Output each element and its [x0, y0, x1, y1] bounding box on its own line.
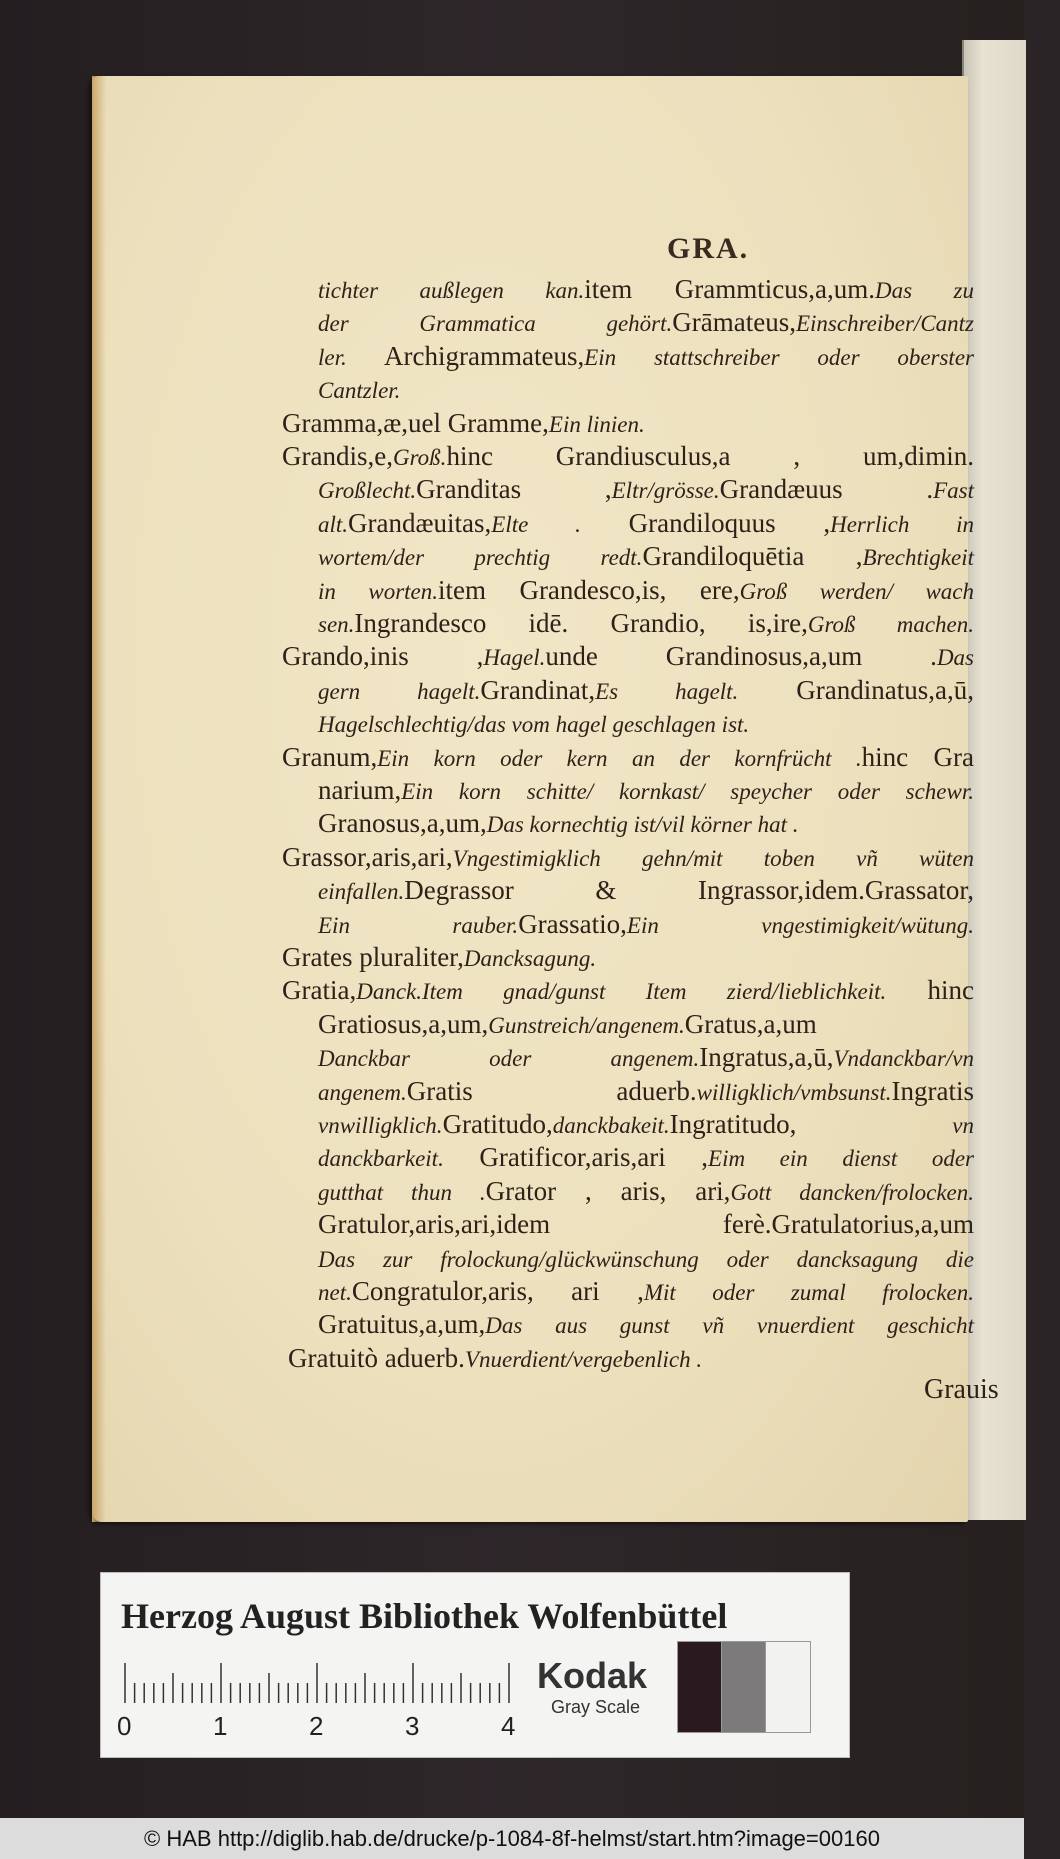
copyright-footer: © HAB http://diglib.hab.de/drucke/p-1084-8f-helmst/start.htm?image=00160: [0, 1818, 1024, 1859]
german-gloss: Großlecht.: [318, 478, 417, 504]
latin-term: Congratulor,aris, ari ,: [351, 1276, 644, 1306]
latin-term: Gratulor,aris,ari,idem ferè.Gratulatorius,a,um: [318, 1209, 974, 1240]
text-line: [318, 472, 974, 506]
german-gloss: sen.: [318, 612, 355, 637]
german-gloss: in worten.: [318, 578, 438, 604]
latin-term: Gratis aduerb.: [406, 1075, 697, 1106]
german-gloss: Danckbar oder angenem.: [318, 1046, 700, 1072]
text-line: [318, 1274, 974, 1308]
german-gloss: Elte .: [491, 511, 581, 537]
german-gloss: Groß.: [392, 445, 447, 470]
color-calibration-card: [100, 1572, 850, 1758]
latin-term: Gratuitò aduerb.: [288, 1342, 465, 1373]
latin-term: Granditas ,: [416, 474, 612, 505]
latin-term: Archigrammateus,: [346, 340, 585, 371]
german-gloss: danckbakeit.: [552, 1113, 670, 1138]
text-line: [318, 506, 974, 540]
german-gloss: vn: [796, 1113, 974, 1138]
german-gloss: Ein korn oder kern an der kornfrücht .: [377, 745, 862, 771]
text-line: [318, 1040, 974, 1074]
german-gloss: Das zu: [874, 278, 974, 303]
text-line: [318, 1140, 974, 1174]
latin-term: Grandinat,: [480, 674, 596, 705]
ruler-number: 3: [405, 1711, 420, 1741]
german-gloss: Groß werden/ wach: [739, 578, 974, 604]
gray-patch-light: [765, 1641, 811, 1733]
ruler-number: 4: [501, 1711, 516, 1741]
kodak-logo: Kodak: [537, 1655, 648, 1696]
german-gloss: Das aus gunst vñ vnuerdient geschicht: [485, 1313, 974, 1339]
latin-term: hinc Grandiusculus,a , um,dimin.: [446, 441, 974, 471]
ruler-number: 0: [117, 1711, 132, 1741]
german-gloss: gern hagelt.: [318, 678, 481, 704]
latin-term: narium,: [318, 775, 402, 805]
text-line: [288, 1341, 888, 1375]
german-gloss: Vnuerdient/vergebenlich .: [464, 1346, 703, 1372]
text-line: [318, 272, 974, 306]
latin-term: Ingratis: [891, 1075, 974, 1106]
text-line: [318, 573, 974, 607]
text-line: [282, 406, 974, 440]
german-gloss: Eltr/grösse.: [611, 478, 720, 504]
german-gloss: Mit oder zumal frolocken.: [643, 1280, 974, 1305]
text-line: [318, 539, 974, 573]
latin-term: Grandiloquus ,: [580, 507, 831, 538]
text-line: [318, 305, 974, 339]
latin-term: Grates pluraliter,: [282, 942, 464, 972]
ruler-number: 2: [309, 1711, 324, 1741]
text-line: [318, 1107, 974, 1141]
latin-term: Grator , aris, ari,: [485, 1175, 731, 1206]
text-line: [282, 973, 974, 1007]
latin-term: hinc: [886, 975, 974, 1006]
german-gloss: Das: [936, 645, 974, 671]
text-line: [318, 773, 974, 807]
latin-term: unde Grandinosus,a,um .: [545, 641, 937, 672]
gray-patch-dark: [677, 1641, 723, 1733]
german-gloss: Ein rauber.: [318, 912, 519, 938]
latin-term: Gratitudo,: [442, 1109, 553, 1139]
book-page: [92, 76, 999, 1522]
german-gloss: Cantzler.: [318, 378, 401, 404]
text-line: [318, 1207, 974, 1241]
german-gloss: Fast: [933, 478, 974, 504]
german-gloss: Es hagelt.: [595, 678, 739, 704]
german-gloss: gutthat thun .: [318, 1179, 486, 1205]
german-gloss: Gunstreich/angenem.: [488, 1012, 685, 1038]
running-head: GRA.: [667, 232, 750, 265]
german-gloss: net.: [318, 1280, 352, 1305]
text-line: [282, 740, 974, 774]
text-line: [318, 1174, 974, 1208]
latin-term: Grandæuus .: [719, 474, 934, 505]
german-gloss: Hagel.: [483, 645, 546, 671]
text-line: [318, 1307, 974, 1341]
german-gloss: danckbarkeit.: [318, 1146, 444, 1172]
german-gloss: Ein stattschreiber oder oberster: [584, 344, 974, 370]
latin-term: Grando,inis ,: [282, 641, 484, 672]
library-name: Herzog August Bibliothek Wolfenbüttel: [121, 1596, 728, 1636]
german-gloss: wortem/der prechtig redt.: [318, 545, 643, 571]
german-gloss: Ein korn schitte/ kornkast/ speycher oder schewr.: [401, 779, 974, 804]
latin-term: Gratus,a,um: [684, 1008, 817, 1039]
text-line: [282, 940, 974, 974]
text-line: [318, 606, 974, 640]
ruler-number: 1: [213, 1711, 228, 1741]
text-line: [282, 639, 974, 673]
latin-term: Gratificor,aris,ari ,: [443, 1142, 709, 1173]
gray-patch-mid: [721, 1641, 767, 1733]
german-gloss: willigklich/vmbsunst.: [696, 1079, 892, 1105]
latin-term: Grandæuitas,: [348, 507, 492, 538]
text-line: [318, 673, 974, 707]
latin-term: Gratiosus,a,um,: [318, 1008, 489, 1039]
german-gloss: ler.: [318, 344, 347, 370]
text-line: [282, 840, 974, 874]
text-line: [318, 372, 974, 406]
german-gloss: Ein vngestimigkeit/wütung.: [626, 912, 975, 938]
text-line: [318, 1074, 974, 1108]
text-line: [318, 339, 974, 373]
catchword: Grauis: [924, 1374, 999, 1405]
text-line: [318, 873, 974, 907]
german-gloss: vnwilligklich.: [318, 1113, 443, 1138]
german-gloss: Dancksagung.: [463, 946, 597, 971]
latin-term: Grandiloquētia ,: [642, 541, 863, 572]
latin-term: Grandinatus,a,ū,: [738, 674, 974, 705]
latin-term: Granum,: [282, 741, 378, 772]
latin-term: Ingrandesco idē. Grandio, is,ire,: [354, 608, 808, 638]
german-gloss: Eim ein dienst oder: [708, 1146, 974, 1172]
latin-term: Grāmateus,: [672, 307, 796, 338]
latin-term: hinc Gra: [861, 741, 974, 772]
latin-term: Gratia,: [282, 975, 357, 1006]
latin-term: Grandis,e,: [282, 441, 393, 471]
latin-term: Ingratitudo,: [669, 1109, 797, 1139]
german-gloss: Das zur frolockung/glückwünschung oder dancksagung die: [318, 1246, 974, 1272]
german-gloss: einfallen.: [318, 879, 405, 905]
latin-term: Grassor,aris,ari,: [282, 841, 453, 872]
german-gloss: angenem.: [318, 1079, 407, 1105]
german-gloss: Gott dancken/frolocken.: [730, 1179, 974, 1205]
german-gloss: Groß machen.: [807, 612, 975, 637]
german-gloss: Ein linien.: [548, 411, 645, 437]
german-gloss: Einschreiber/Cantz: [795, 311, 974, 337]
latin-term: Ingratus,a,ū,: [699, 1042, 834, 1073]
german-gloss: Hagelschlechtig/das vom hagel geschlagen ist.: [318, 712, 750, 738]
text-line: [318, 1241, 974, 1275]
text-line: [318, 806, 974, 840]
text-line: [282, 439, 974, 473]
german-gloss: Brechtigkeit: [862, 545, 974, 571]
ruler-scale: [123, 1663, 523, 1703]
latin-term: Grassatio,: [518, 908, 627, 939]
german-gloss: Vngestimigklich gehn/mit toben vñ wüten: [452, 845, 974, 871]
ruler-numbers: [117, 1711, 537, 1741]
german-gloss: Vndanckbar/vn: [833, 1046, 974, 1072]
latin-term: item Grammticus,a,um.: [584, 274, 875, 304]
latin-term: Gratuitus,a,um,: [318, 1309, 486, 1340]
latin-term: item Grandesco,is, ere,: [438, 574, 740, 605]
german-gloss: Das kornechtig ist/vil körner hat .: [486, 812, 799, 838]
text-line: [318, 907, 974, 941]
latin-term: Granosus,a,um,: [318, 808, 487, 839]
german-gloss: der Grammatica gehört.: [318, 311, 673, 337]
german-gloss: alt.: [318, 511, 349, 537]
german-gloss: tichter außlegen kan.: [318, 278, 585, 303]
latin-term: Gramma,æ,uel Gramme,: [282, 407, 549, 438]
latin-term: Degrassor & Ingrassor,idem.Grassator,: [404, 875, 974, 906]
gray-scale-label: Gray Scale: [551, 1697, 641, 1717]
text-line: [318, 1007, 974, 1041]
text-line: [318, 706, 974, 740]
german-gloss: Herrlich in: [830, 511, 974, 537]
german-gloss: Danck.Item gnad/gunst Item zierd/lieblichkeit.: [356, 979, 887, 1005]
